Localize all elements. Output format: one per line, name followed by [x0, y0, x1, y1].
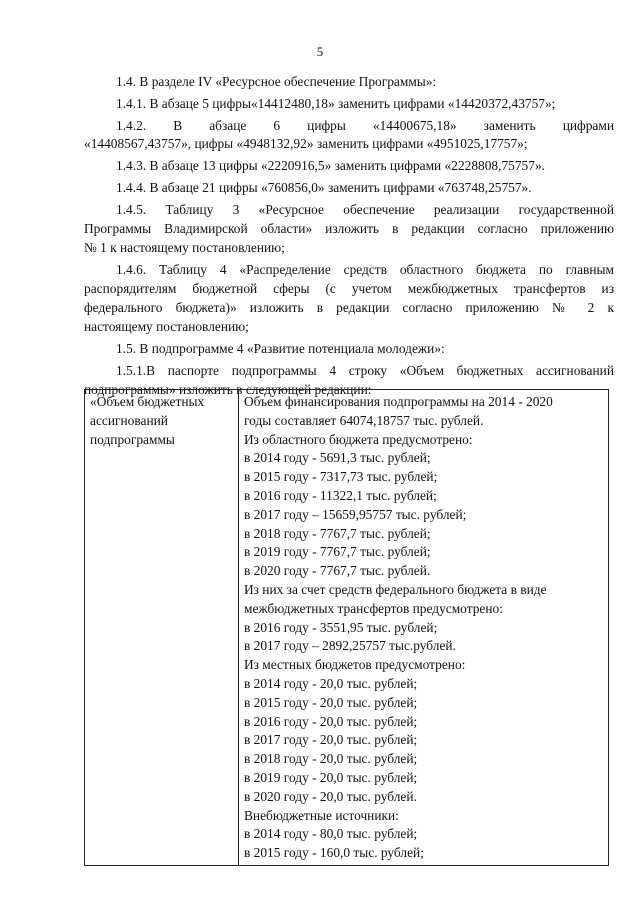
content-line: в 2016 году - 3551,95 тыс. рублей;	[244, 619, 438, 635]
content-line: в 2015 году - 160,0 тыс. рублей;	[244, 845, 424, 861]
paragraph-1-5-1-line1: 1.5.1.В паспорте подпрограммы 4 строку «Объем бюджетных ассигнований	[116, 363, 614, 378]
content-line: межбюджетных трансфертов предусмотрено:	[244, 600, 503, 616]
content-line: в 2015 году - 7317,73 тыс. рублей;	[244, 469, 438, 485]
paragraph-1-4-6-line3: федерального бюджета)» изложить в редакции согласно приложению № 2 к	[84, 300, 614, 315]
paragraph-1-4-6-line1: 1.4.6. Таблицу 4 «Распределение средств областного бюджета по главным	[116, 262, 614, 277]
paragraph-1-4-4: 1.4.4. В абзаце 21 цифры «760856,0» заменить цифрами «763748,25757».	[116, 180, 532, 195]
funding-table	[84, 389, 609, 866]
paragraph-1-4-5-line2: Программы Владимирской области» изложить в редакции согласно приложению	[84, 221, 614, 236]
content-line: Внебюджетные источники:	[244, 807, 399, 823]
paragraph-1-4: 1.4. В разделе IV «Ресурсное обеспечение Программы»:	[116, 74, 437, 89]
label-line: ассигнований	[90, 412, 168, 428]
content-line: в 2016 году - 11322,1 тыс. рублей;	[244, 487, 437, 503]
paragraph-1-5: 1.5. В подпрограмме 4 «Развитие потенциала молодежи»:	[116, 341, 445, 356]
content-line: Из областного бюджета предусмотрено:	[244, 431, 473, 447]
content-line: в 2015 году - 20,0 тыс. рублей;	[244, 694, 418, 710]
content-line: в 2019 году - 7767,7 тыс. рублей;	[244, 544, 431, 560]
label-line: подпрограммы	[90, 431, 175, 447]
content-line: в 2018 году - 20,0 тыс. рублей;	[244, 751, 418, 767]
content-line: Из местных бюджетов предусмотрено:	[244, 657, 466, 673]
paragraph-1-4-6-line2: распорядителям бюджетной сферы (с учетом межбюджетных трансфертов из	[84, 281, 614, 296]
content-line: в 2014 году - 80,0 тыс. рублей;	[244, 826, 418, 842]
paragraph-1-4-3: 1.4.3. В абзаце 13 цифры «2220916,5» заменить цифрами «2228808,75757».	[116, 158, 545, 173]
paragraph-1-4-2-line2: «14408567,43757», цифры «4948132,92» заменить цифрами «4951025,17757»;	[84, 136, 528, 151]
content-line: в 2017 году - 20,0 тыс. рублей;	[244, 732, 418, 748]
paragraph-1-5-1-line2: подпрограммы» изложить в следующей редакции:	[84, 382, 372, 397]
table-cell-label	[85, 390, 239, 866]
content-line: в 2017 году – 2892,25757 тыс.рублей.	[244, 638, 456, 654]
content-line: в 2019 году - 20,0 тыс. рублей;	[244, 769, 418, 785]
content-line: в 2018 году - 7767,7 тыс. рублей;	[244, 525, 431, 541]
table-cell-content	[239, 390, 609, 866]
paragraph-1-4-5-line1: 1.4.5. Таблицу 3 «Ресурсное обеспечение реализации государственной	[116, 202, 614, 217]
content-line: в 2014 году - 20,0 тыс. рублей;	[244, 675, 418, 691]
content-line: в 2016 году - 20,0 тыс. рублей;	[244, 713, 418, 729]
paragraph-1-4-5-line3: № 1 к настоящему постановлению;	[84, 240, 285, 255]
paragraph-1-4-6-line4: настоящему постановлению;	[84, 319, 249, 334]
table-row	[85, 390, 609, 866]
content-line: в 2014 году - 5691,3 тыс. рублей;	[244, 450, 431, 466]
page-number: 5	[316, 44, 324, 59]
content-line: в 2020 году - 20,0 тыс. рублей.	[244, 788, 417, 804]
content-line: годы составляет 64074,18757 тыс. рублей.	[244, 412, 484, 428]
label-line: «Объем бюджетных	[90, 394, 205, 409]
paragraph-1-4-1: 1.4.1. В абзаце 5 цифры«14412480,18» заменить цифрами «14420372,43757»;	[116, 96, 556, 111]
content-line: Объем финансирования подпрограммы на 2014 - 2020	[244, 394, 553, 409]
content-line: в 2020 году - 7767,7 тыс. рублей.	[244, 563, 431, 579]
content-line: в 2017 году – 15659,95757 тыс. рублей;	[244, 506, 467, 522]
paragraph-1-4-2-line1: 1.4.2. В абзаце 6 цифры «14400675,18» заменить цифрами	[116, 118, 614, 133]
content-line: Из них за счет средств федерального бюджета в виде	[244, 581, 547, 597]
